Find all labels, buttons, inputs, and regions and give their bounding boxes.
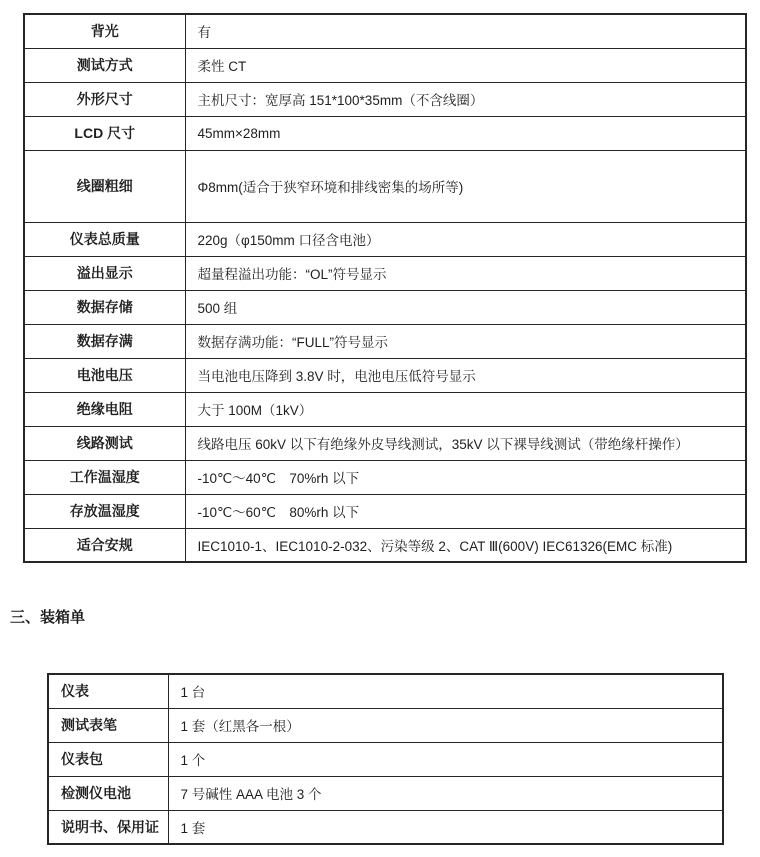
spec-label: 线圈粗细 (24, 150, 185, 222)
spec-value: 500 组 (185, 290, 746, 324)
spec-label: 测试方式 (24, 48, 185, 82)
spec-label: 仪表总质量 (24, 222, 185, 256)
packing-value: 1 套 (168, 810, 723, 844)
spec-row (24, 150, 746, 222)
packing-value: 1 个 (168, 742, 723, 776)
spec-value: 主机尺寸：宽厚高 151*100*35mm（不含线圈） (185, 82, 746, 116)
spec-value: 数据存满功能：“FULL”符号显示 (185, 324, 746, 358)
spec-label: 工作温湿度 (24, 460, 185, 494)
spec-row (24, 392, 746, 426)
packing-row (48, 776, 723, 810)
spec-row (24, 14, 746, 48)
spec-value: 当电池电压降到 3.8V 时，电池电压低符号显示 (185, 358, 746, 392)
spec-label: 溢出显示 (24, 256, 185, 290)
spec-row (24, 324, 746, 358)
packing-label: 说明书、保用证 (48, 810, 168, 844)
spec-value: Φ8mm(适合于狭窄环境和排线密集的场所等) (185, 150, 746, 222)
packing-label: 检测仪电池 (48, 776, 168, 810)
spec-row (24, 116, 746, 150)
spec-value: IEC1010-1、IEC1010-2-032、污染等级 2、CAT Ⅲ(600V) IEC61326(EMC 标准) (185, 528, 746, 562)
spec-row (24, 48, 746, 82)
spec-value: -10℃～60℃ 80%rh 以下 (185, 494, 746, 528)
spec-table (23, 13, 747, 563)
spec-row (24, 222, 746, 256)
spec-label: 线路测试 (24, 426, 185, 460)
spec-row (24, 290, 746, 324)
spec-value: 大于 100M（1kV） (185, 392, 746, 426)
packing-label: 仪表 (48, 674, 168, 708)
packing-label: 仪表包 (48, 742, 168, 776)
spec-value: 45mm×28mm (185, 116, 746, 150)
spec-value: 超量程溢出功能：“OL”符号显示 (185, 256, 746, 290)
spec-label: 电池电压 (24, 358, 185, 392)
spec-row (24, 426, 746, 460)
packing-row (48, 810, 723, 844)
spec-label: 数据存满 (24, 324, 185, 358)
section-heading: 三、装箱单 (10, 609, 86, 626)
spec-row (24, 494, 746, 528)
packing-value: 7 号碱性 AAA 电池 3 个 (168, 776, 723, 810)
spec-row (24, 528, 746, 562)
spec-value: 线路电压 60kV 以下有绝缘外皮导线测试，35kV 以下裸导线测试（带绝缘杆操作） (185, 426, 746, 460)
spec-value: -10℃～40℃ 70%rh 以下 (185, 460, 746, 494)
packing-table (47, 673, 724, 845)
packing-value: 1 套（红黑各一根） (168, 708, 723, 742)
spec-label: LCD 尺寸 (24, 116, 185, 150)
packing-row (48, 742, 723, 776)
spec-row (24, 256, 746, 290)
spec-label: 数据存储 (24, 290, 185, 324)
packing-row (48, 674, 723, 708)
spec-row (24, 460, 746, 494)
spec-row (24, 358, 746, 392)
spec-label: 适合安规 (24, 528, 185, 562)
spec-value: 220g（φ150mm 口径含电池） (185, 222, 746, 256)
spec-label: 外形尺寸 (24, 82, 185, 116)
packing-value: 1 台 (168, 674, 723, 708)
packing-row (48, 708, 723, 742)
spec-value: 有 (185, 14, 746, 48)
spec-label: 存放温湿度 (24, 494, 185, 528)
spec-label: 背光 (24, 14, 185, 48)
spec-value: 柔性 CT (185, 48, 746, 82)
spec-label: 绝缘电阻 (24, 392, 185, 426)
packing-label: 测试表笔 (48, 708, 168, 742)
spec-row (24, 82, 746, 116)
